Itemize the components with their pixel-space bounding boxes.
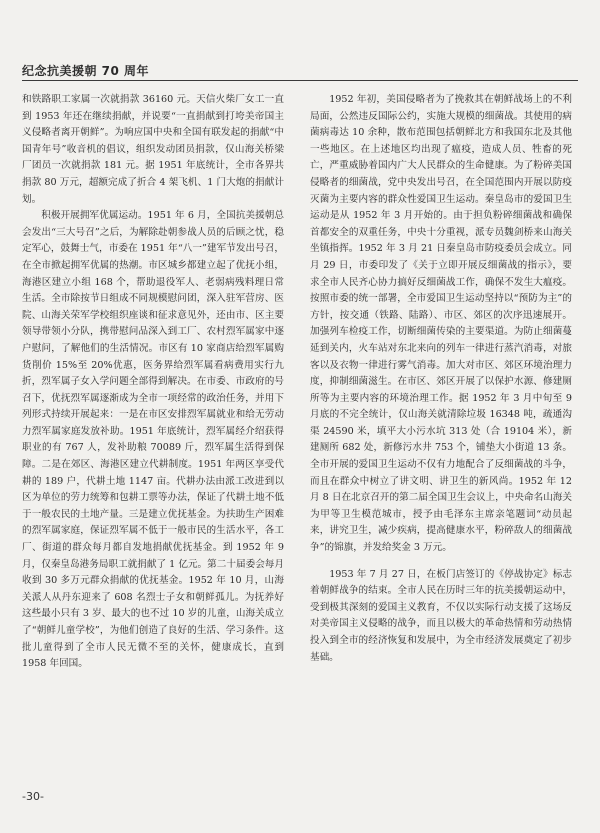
running-header: 纪念抗美援朝 70 周年	[22, 64, 150, 78]
header-rule	[22, 80, 578, 81]
left-column	[22, 92, 284, 774]
right-column	[310, 92, 572, 774]
left-paragraph-2: 积极开展拥军优属运动。1951 年 6 月，全国抗美援朝总会发出“三大号召”之后，为解除赴朝参战人员的后顾之忧，稳定军心，鼓舞士气，市委在 1951 年“八一”建军节发出号召，在全市掀起拥军优属的热潮。市区城乡都建立起了优抚小组，海港区建立小组 168 个，帮助退役军人、老弱病残料理日常生活。全市除按节日组成不同规模慰问团，深入驻军营房、医院、山海关荣军学校组织座谈和征求意见外，还由市、区主要领导带领小分队，携带慰问品深入到工厂、农村烈军属家中逐户慰问，了解他们的生活情况。市区有 10 家商店给烈军属购货削价 15%至 20%优惠，医务界给烈军属看病费用实行九折，烈军属子女入学问题全部得到解决。在市委、市政府的号召下，优抚烈军属逐渐成为全市一项经常的政治任务，并用下列形式持续开展起来：一是在市区安排烈军属就业和给无劳动力烈军属家庭发放补助。1951 年底统计，烈军属经介绍获得职业的有 767 人，发补助粮 70089 斤，烈军属生活得到保障。二是在郊区、海港区建立代耕制度。1951 年两区享受代耕的 189 户，代耕土地 1147 亩。代耕办法由派工改进到以区为单位的劳力统筹和包耕工票等办法，保证了代耕土地不低于一般农民的土地产量。三是建立优抚基金。为扶助生产困难的烈军属家庭，保证烈军属不低于一般市民的生活水平，各工厂、街道的群众每月都自发地捐献优抚基金。到 1952 年 9 月，仅秦皇岛港务局职工就捐献了 1 亿元。第二十届委会每月收到 30 多万元群众捐献的优抚基金。1952 年 10 月，山海关派人从丹东迎来了 608 名烈士子女和朝鲜孤儿。为抚养好这些最小只有 3 岁、最大的也不过 10 岁的儿童，山海关成立了“朝鲜儿童学校”，为他们创造了良好的生活、学习条件。这批儿童得到了全市人民无微不至的关怀，健康成长，直到 1958 年回国。	[22, 210, 284, 670]
page-number: -30-	[22, 790, 44, 803]
left-paragraph-1: 和铁路职工家属一次就捐款 36160 元。天信火柴厂女工一直到 1953 年还在继续捐献，并说要“一直捐献到打垮美帝国主义侵略者离开朝鲜”。为响应国中央和全国有联发起的捐献“中国青年号”收音机的倡议，组织发动团员捐款，仅山海关桥梁厂团员一次就捐款 181 元。据 1951 年底统计，全市各界共捐款 80 万元，超额完成了折合 4 架飞机、1 门大炮的捐献计划。	[22, 94, 284, 205]
right-paragraph-1: 1952 年初，美国侵略者为了挽救其在朝鲜战场上的不利局面，公然违反国际公约，实施大规模的细菌战。其使用的病菌病毒达 10 余种，散布范围包括朝鲜北方和我国东北及其他一些地区。在上述地区均出现了瘟疫，造成人员、牲畜的死亡，严重威胁着国内广大人民群众的生命健康。为了粉碎美国侵略者的细菌战，党中央发出号召，在全国范围内开展以防疫灭菌为主要内容的群众性爱国卫生运动。秦皇岛市的爱国卫生运动是从 1952 年 3 月开始的。由于担负粉碎细菌战和确保首都安全的双重任务，中央十分重视，派专员魏剑桥来山海关坐镇指挥。1952 年 3 月 21 日秦皇岛市防疫委员会成立。同月 29 日，市委印发了《关于立即开展反细菌战的指示》，要求全市人民齐心协力搞好反细菌战工作，确保不发生大瘟疫。按照市委的统一部署，全市爱国卫生运动坚持以“预防为主”的方针，按交通（铁路、陆路）、市区、郊区的次序迅速展开。加强列车检疫工作，切断细菌传染的主要渠道。为防止细菌蔓延到关内，火车站对东北来向的列车一律进行蒸汽消毒，对旅客以及衣物一律进行雾气消毒。加大对市区、郊区环境治理力度，抑制细菌滋生。在市区、郊区开展了以保护水源、修建厕所等为主要内容的环境治理工作。据 1952 年 3 月中旬至 9 月底的不完全统计，仅山海关就清除垃圾 16348 吨，疏通沟渠 24590 米，填平大小污水坑 313 处（合 19104 米），新建厕所 682 处，新修污水井 753 个，铺垫大小街道 13 条。全市开展的爱国卫生运动不仅有力地配合了反细菌战的斗争，而且在群众中树立了讲文明、讲卫生的新风尚。1952 年 12 月 8 日在北京召开的第二届全国卫生会议上，中央命名山海关为甲等卫生模范城市，授予由毛泽东主席亲笔题词“动员起来，讲究卫生，减少疾病，提高健康水平，粉碎敌人的细菌战争”的锦旗，并发给奖金 3 万元。	[310, 94, 572, 554]
right-paragraph-2: 1953 年 7 月 27 日，在板门店签订的《停战协定》标志着朝鲜战争的结束。全市人民在历时三年的抗美援朝运动中，受到极其深刻的爱国主义教育，不仅以实际行动支援了这场反对美帝国主义侵略的战争，而且以极大的革命热情和劳动热情投入到全市的经济恢复和发展中，为全市经济发展奠定了初步基础。	[310, 568, 572, 663]
